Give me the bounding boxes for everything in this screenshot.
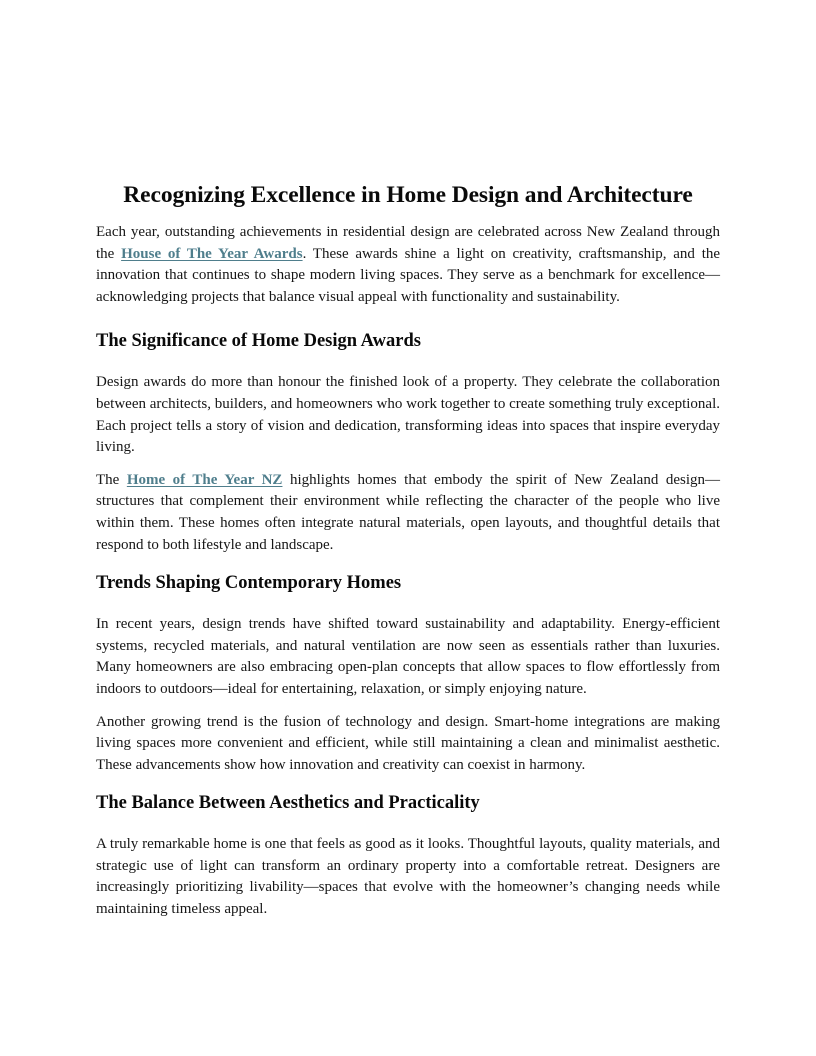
intro-paragraph	[96, 222, 720, 308]
section-paragraph: Design awards do more than honour the finished look of a property. They celebrate the collaboration between architects, builders, and homeowners who work together to create something truly exceptional. Each project tells a story of vision and dedication, transforming ideas into spaces that inspire everyday living.	[96, 374, 720, 456]
home-of-the-year-nz-link[interactable]: Home of The Year NZ	[126, 471, 283, 488]
section-paragraph: Another growing trend is the fusion of technology and design. Smart-home integrations are making living spaces more convenient and efficient, while still maintaining a clean and minimalist aesthetic. These advancements show how innovation and creativity can coexist in harmony.	[96, 713, 720, 773]
house-of-the-year-awards-link[interactable]: House of The Year Awards	[121, 245, 303, 262]
document-page	[96, 180, 720, 921]
section-paragraph: A truly remarkable home is one that feels as good as it looks. Thoughtful layouts, quality materials, and strategic use of light can transform an ordinary property into a comfortable retreat. Designers are increasingly prioritizing livability—spaces that evolve with the homeowner’s changing needs while maintaining timeless appeal.	[96, 836, 720, 918]
section-paragraph	[96, 470, 720, 556]
section-heading-balance: The Balance Between Aesthetics and Practicality	[96, 793, 480, 814]
intro-text-before: Each year, outstanding achievements in residential design are celebrated across New Zealand through the	[96, 224, 720, 262]
page-title: Recognizing Excellence in Home Design and Architecture	[123, 182, 693, 208]
paragraph-text-before: The	[96, 471, 127, 488]
intro-text-after: . These awards shine a light on creativity, craftsmanship, and the innovation that continues to shape modern living spaces. They serve as a benchmark for excellence—acknowledging projects that balance visual appeal with functionality and sustainability.	[96, 245, 721, 305]
paragraph-text-after: highlights homes that embody the spirit of New Zealand design—structures that complement their environment while reflecting the character of the people who live within them. These homes often integrate natural materials, open layouts, and thoughtful details that respond to both lifestyle and landscape.	[96, 471, 721, 553]
section-heading-significance: The Significance of Home Design Awards	[96, 331, 421, 352]
section-paragraph: In recent years, design trends have shifted toward sustainability and adaptability. Energy-efficient systems, recycled materials, and natural ventilation are now seen as essentials rather than luxuries. Many homeowners are also embracing open-plan concepts that allow spaces to flow effortlessly from indoors to outdoors—ideal for entertaining, relaxation, or simply enjoying nature.	[96, 616, 720, 697]
section-heading-trends: Trends Shaping Contemporary Homes	[96, 573, 402, 594]
